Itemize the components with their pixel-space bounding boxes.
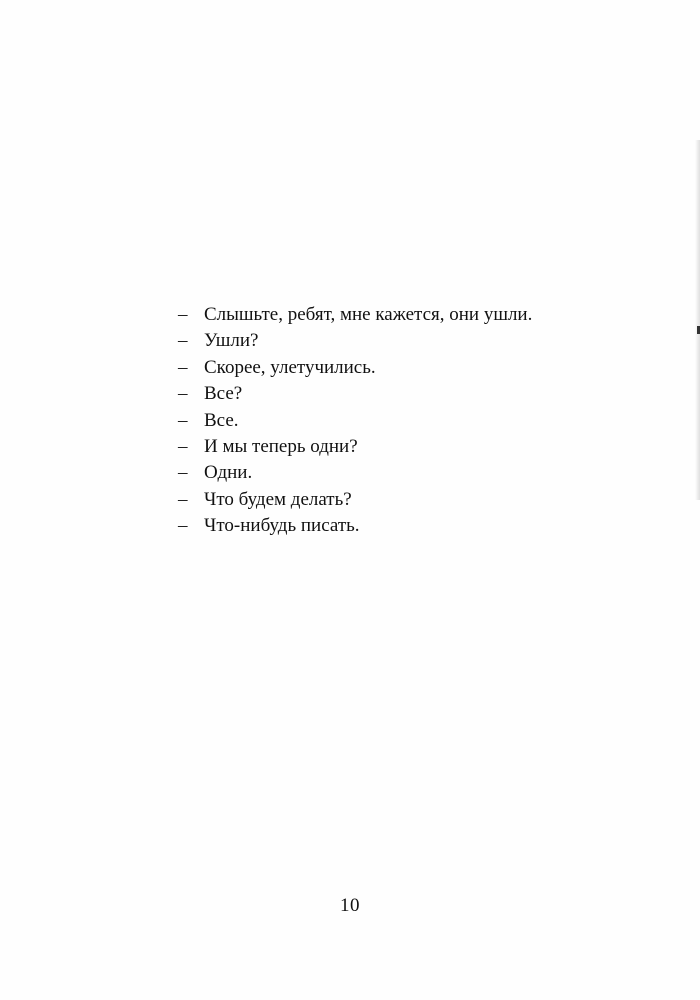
dialogue-dash: – xyxy=(178,515,188,537)
dialogue-text: Одни. xyxy=(204,462,253,484)
page-edge-shadow xyxy=(695,140,700,500)
dialogue-line xyxy=(178,355,532,381)
dialogue-line xyxy=(178,302,532,328)
dialogue-text: Все. xyxy=(204,409,239,431)
dialogue-text: И мы теперь одни? xyxy=(204,436,358,458)
dialogue-text: Что будем делать? xyxy=(204,488,352,510)
dialogue-dash: – xyxy=(178,304,188,325)
dialogue-text: Слышьте, ребят, мне кажется, они ушли. xyxy=(204,304,533,325)
dialogue-text: Скорее, улетучились. xyxy=(204,356,376,378)
dialogue-line xyxy=(178,513,532,539)
dialogue-line xyxy=(178,434,532,460)
dialogue-dash: – xyxy=(178,436,188,458)
page-number: 10 xyxy=(340,895,360,916)
dialogue-line xyxy=(178,408,532,434)
dialogue-text: Что-нибудь писать. xyxy=(204,515,360,537)
dialogue-line xyxy=(178,487,532,513)
dialogue-text: Ушли? xyxy=(204,330,259,352)
dialogue-line xyxy=(178,460,532,486)
dialogue-line xyxy=(178,381,532,407)
dialogue-line xyxy=(178,328,532,354)
dialogue-dash: – xyxy=(178,488,188,510)
dialogue-text: Все? xyxy=(204,383,243,405)
dialogue-dash: – xyxy=(178,409,188,431)
dialogue-block xyxy=(178,302,532,540)
dialogue-dash: – xyxy=(178,383,188,405)
dialogue-dash: – xyxy=(178,462,188,484)
dialogue-dash: – xyxy=(178,330,188,352)
dialogue-dash: – xyxy=(178,356,188,378)
